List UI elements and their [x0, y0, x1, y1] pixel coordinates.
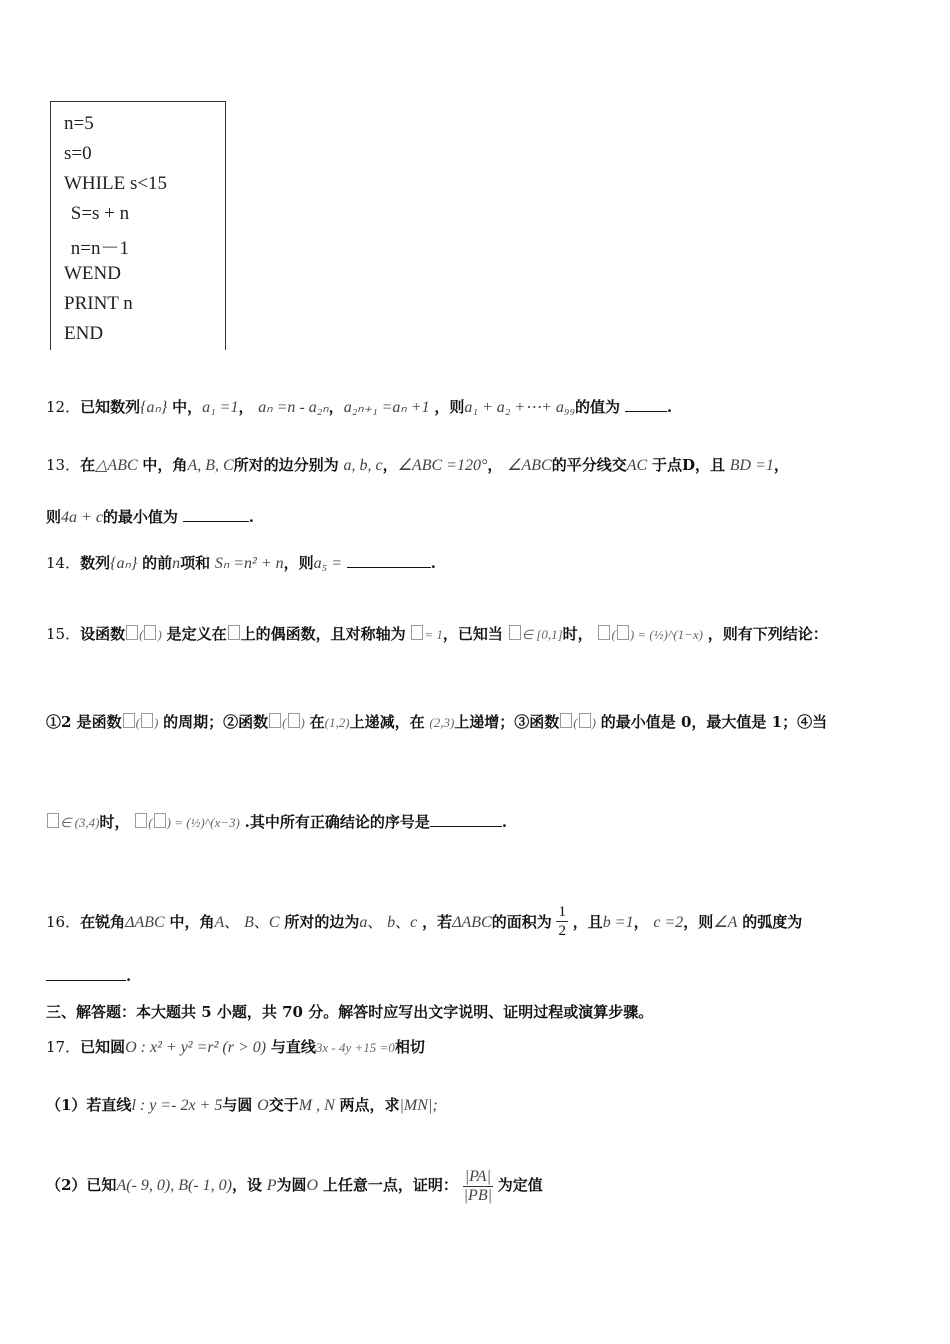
question-16-blank: . [46, 966, 131, 986]
question-13: 13．在△ABC 中，角A, B, C所对的边分别为 a, b, c，∠ABC =120°， ∠ABC的平分线交AC 于点D，且 BD =1， [46, 456, 789, 474]
question-13-cont: 则4a + c的最小值为 . [46, 508, 254, 526]
question-15: 15．设函数 ( ) 是定义在 上的偶函数，且对称轴为 = 1，已知当 ∈ [0,1]时， ( ) = (½)^(1−x) ，则有下列结论： [46, 625, 828, 643]
question-15-line3: ∈ (3,4)时， ( ) = (½)^(x−3) .其中所有正确结论的序号是 . [46, 812, 507, 833]
question-17-part1: （1）若直线l : y =- 2x + 5与圆 O交于M , N 两点，求|MN|; [46, 1096, 438, 1114]
code-line-5: n=n－1 [66, 238, 129, 259]
question-17-part2: （2）已知A(- 9, 0), B(- 1, 0)，设 P为圆O 上任意一点，证明： $\frac{|PA|}{|PB|}$ 为定值 [46, 1168, 543, 1204]
code-line-1: n=5 [64, 113, 94, 134]
code-line-4: S=s + n [66, 203, 130, 224]
question-16: 16．在锐角ΔABC 中，角A、 B、C 所对的边为a、 b、c ，若ΔABC的面积为 $\frac{1}{2}$ ，且b =1， c =2，则∠A 的弧度为 [46, 904, 803, 939]
question-15-line2: ①2 是函数 ( ) 的周期；②函数 ( ) 在(1,2)上递减，在 (2,3)上递增；③函数 ( ) 的最小值是 0，最大值是 1；④当 [46, 713, 828, 731]
code-line-7: PRINT n [64, 293, 133, 314]
code-line-2: s=0 [64, 143, 92, 164]
question-12: 12．已知数列{aₙ} 中，a₁ =1， aₙ =n - a₂ₙ，a₂ₙ₊₁ =aₙ +1 ，则a₁ + a₂ +⋯+ a₉₉的值为 . [46, 398, 673, 416]
section-heading: 三、解答题：本大题共 5 小题，共 70 分。解答时应写出文字说明、证明过程或演算步骤。 [46, 1003, 654, 1021]
code-line-8: END [64, 323, 104, 344]
question-17: 17．已知圆O : x² + y² =r² (r > 0) 与直线3x - 4y +15 =0相切 [46, 1038, 425, 1056]
code-line-6: WEND [64, 263, 121, 284]
code-line-3: WHILE s<15 [64, 173, 168, 194]
question-14: 14．数列{aₙ} 的前n项和 Sₙ =n² + n，则a₅ = . [46, 554, 437, 572]
